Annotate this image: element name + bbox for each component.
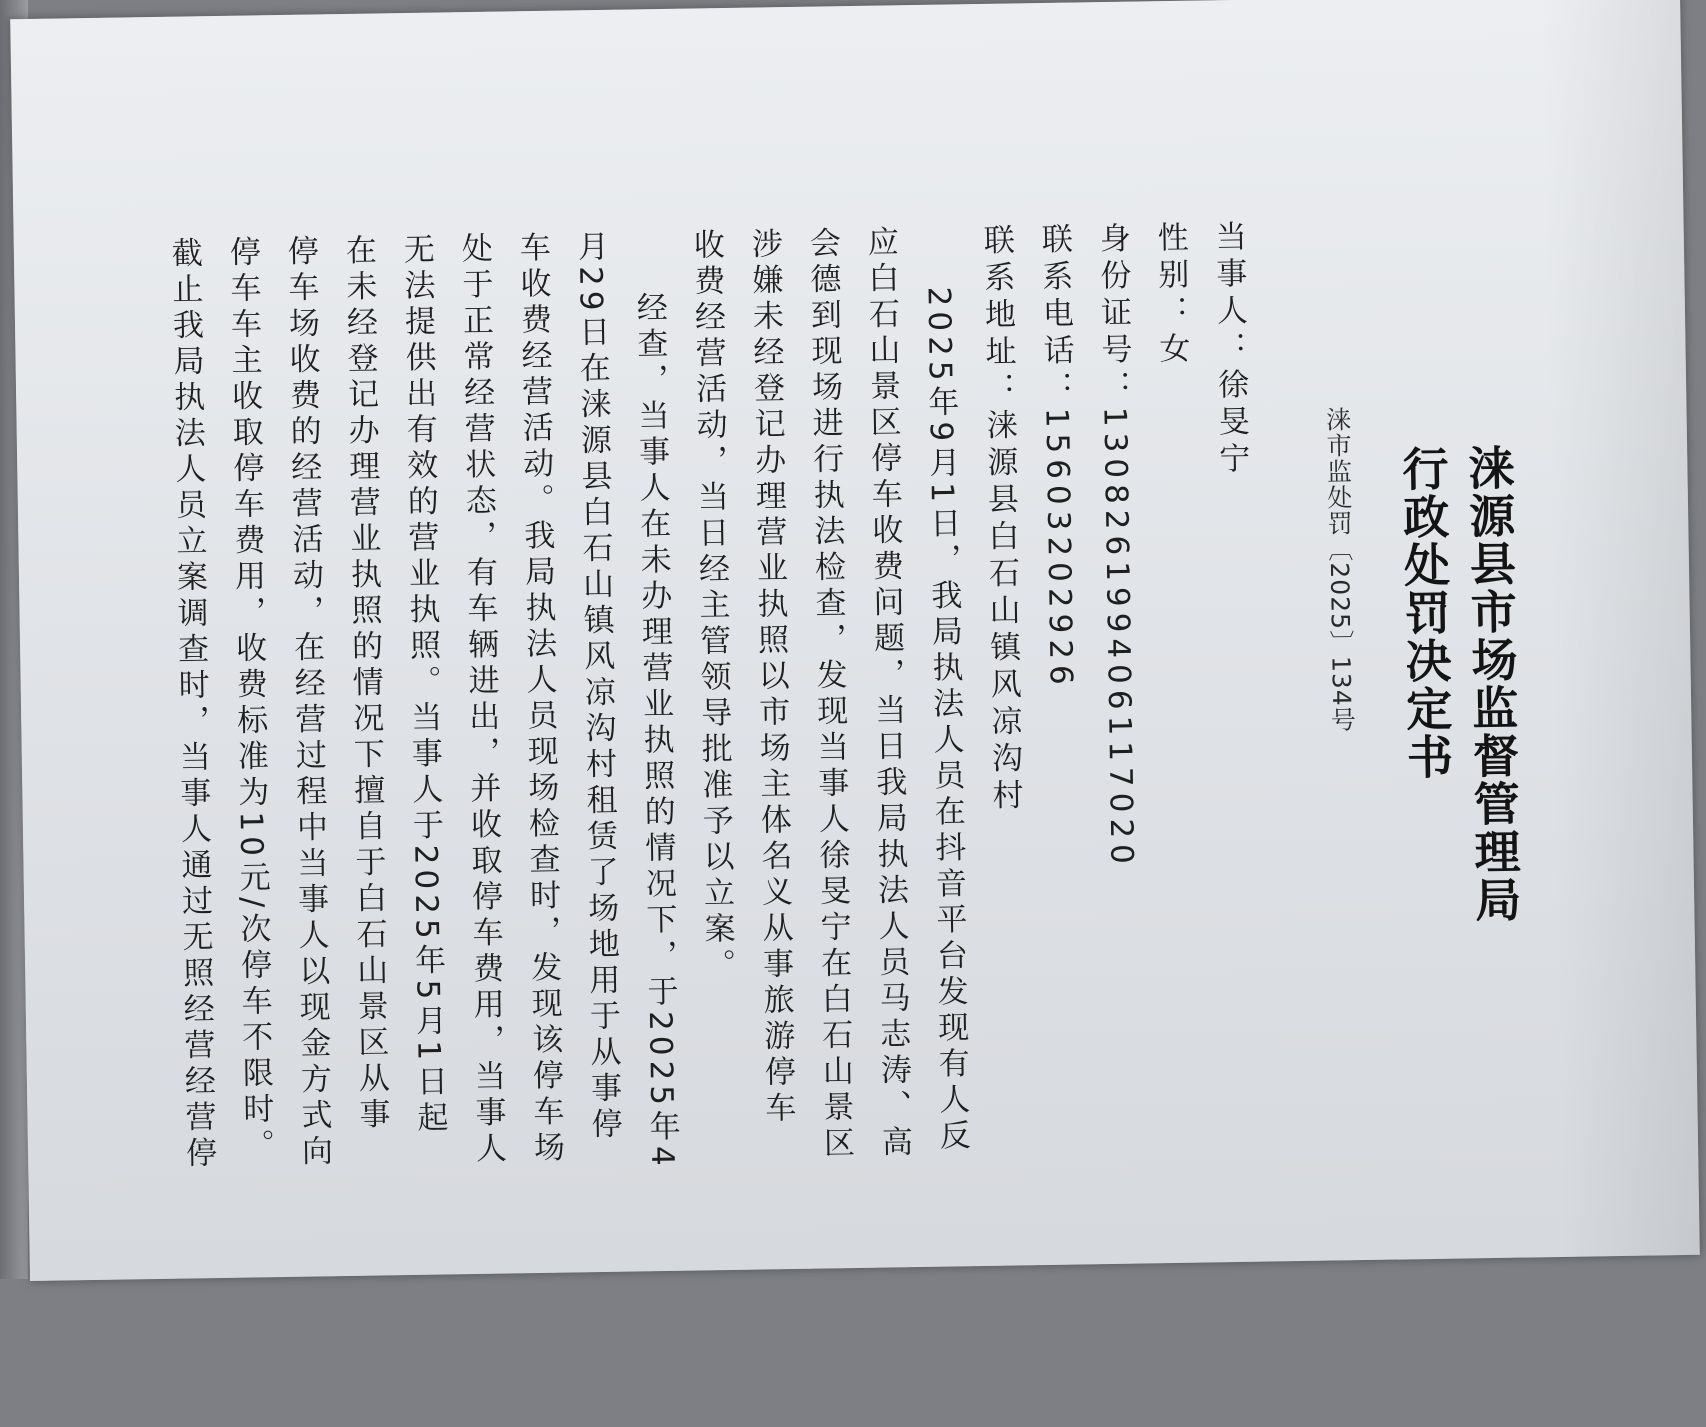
body-line: 2025年9月1日，我局执法人员在抖音平台发现有人反 [920,286,971,1156]
body-line: 会德到现场进行执法检查，发现当事人徐旻宁在白石山景区 [803,226,855,1163]
id-number-field: 身份证号：130826199406117020 [1093,221,1140,871]
document-text-area [165,213,1669,1196]
body-line: 在未经登记办理营业执照的情况下擅自于白石山景区从事 [339,233,390,1134]
gender-field: 性别：女 [1151,220,1190,370]
document-page [10,0,1700,1281]
body-line: 截止我局执法人员立案调查时，当事人通过无照经营经营停 [165,236,217,1173]
party-name-field: 当事人：徐旻宁 [1209,219,1250,480]
body-line: 车收费经营活动。我局执法人员现场检查时，发现该停车场 [513,230,565,1168]
phone-field: 联系电话：15603202926 [1035,222,1079,692]
document-title-type: 行政处罚决定书 [1395,444,1455,782]
body-line: 停车车主收取停车费用，收费标准为10元/次停车不限时。 [223,235,275,1165]
address-field: 联系地址：涞源县白石山镇风凉沟村 [977,223,1023,816]
body-line: 月29日在涞源县白石山镇风凉沟村租赁了场地用于从事停 [571,229,622,1144]
body-line: 应白石山景区停车收费问题，当日我局执法人员马志涛、高 [861,225,913,1162]
body-line: 涉嫌未经登记办理营业执照以市场主体名义从事旅游停车 [745,227,796,1128]
body-line: 停车场收费的经营活动，在经营过程中当事人以现金方式向 [281,234,333,1171]
body-line: 收费经营活动，当日经主管领导批准予以立案。 [687,228,736,985]
document-title-agency: 涞源县市场监督管理局 [1461,443,1523,925]
body-line: 无法提供出有效的营业执照。当事人于2025年5月1日起 [397,232,448,1138]
document-number: 涞市监处罚〔2025〕134号 [1322,406,1357,733]
body-line: 处于正常经营状态，有车辆进出，并收取停车费用，当事人 [455,231,507,1169]
body-line: 经查，当事人在未办理营业执照的情况下，于2025年4 [630,290,681,1171]
